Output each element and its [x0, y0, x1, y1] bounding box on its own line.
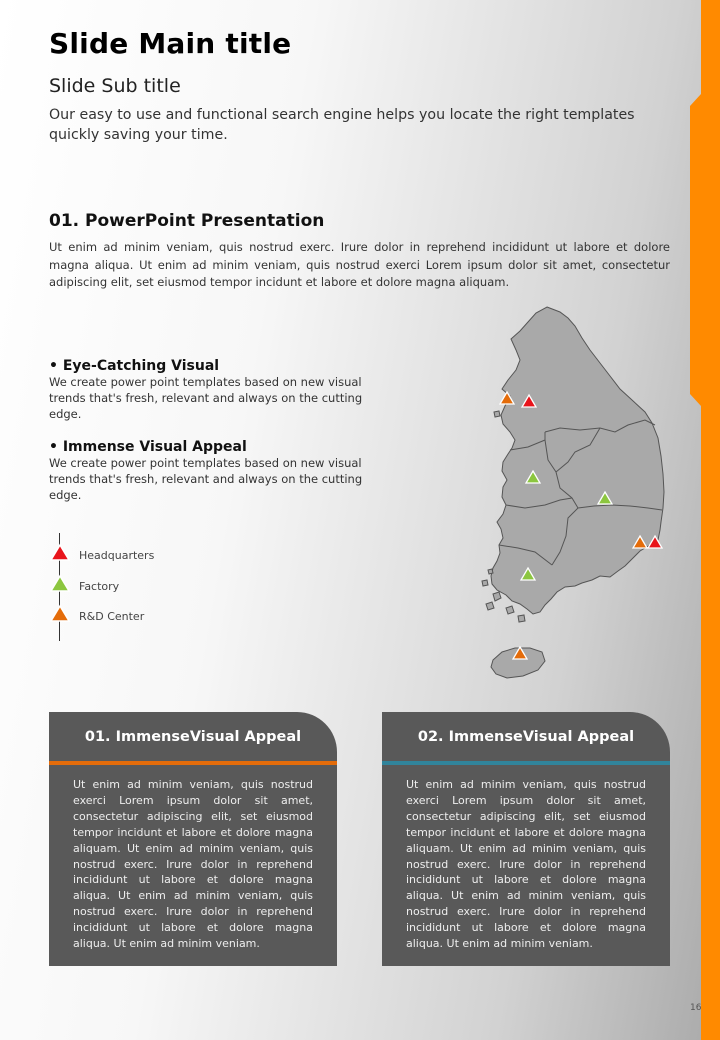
map-islet — [493, 592, 501, 601]
legend-label: Headquarters — [79, 549, 155, 562]
triangle-marker-icon — [49, 574, 71, 594]
bullet-eye-catching — [49, 358, 389, 422]
bullet-body: We create power point templates based on new visual trends that's fresh, relevant and always on the cutting edge. — [49, 375, 363, 421]
info-card-2 — [382, 712, 670, 966]
info-card-1 — [49, 712, 337, 966]
card-title: 01. ImmenseVisual Appeal — [84, 729, 302, 745]
triangle-marker-icon — [49, 543, 71, 563]
legend-label: R&D Center — [79, 610, 145, 623]
legend-label: Factory — [79, 580, 120, 593]
legend-item-headquarters — [40, 543, 240, 567]
map-islet — [518, 615, 525, 622]
triangle-marker-icon — [49, 604, 71, 624]
card-body: Ut enim ad minim veniam, quis nostrud exerci Lorem ipsum dolor sit amet, consectetur adipiscing elit, set eiusmod tempor incidunt et labore et dolore magna aliquam. Ut enim ad minim veniam, quis nostrud exerc. Irure dolor in reprehend incididunt ut labore et dolore magna aliqua. Ut enim ad minim veniam, quis nostrud exerc. Irure dolor in reprehend incididunt ut labore et dolore magna aliqua. Ut enim ad minim veniam. — [406, 778, 646, 951]
card-body: Ut enim ad minim veniam, quis nostrud exerci Lorem ipsum dolor sit amet, consectetur adipiscing elit, set eiusmod tempor incidunt et labore et dolore magna aliquam. Ut enim ad minim veniam, quis nostrud exerc. Irure dolor in reprehend incididunt ut labore et dolore magna aliqua. Ut enim ad minim veniam, quis nostrud exerc. Irure dolor in reprehend incididunt ut labore et dolore magna aliqua. Ut enim ad minim veniam. — [73, 778, 313, 951]
intro-text: Our easy to use and functional search engine helps you locate the right templates quickly saving your time. — [49, 107, 635, 143]
map-mainland — [491, 307, 664, 614]
section-body: Ut enim ad minim veniam, quis nostrud exerc. Irure dolor in reprehend incididunt ut labore et dolore magna aliqua. Ut enim ad minim veniam, quis nostrud exerci Lorem ipsum dolor sit amet, consectetur adipiscing elit, set eiusmod tempor incidunt et labore et dolore magna aliquam. — [49, 240, 670, 289]
side-accent-tab — [690, 0, 720, 1040]
section-heading: 01. PowerPoint Presentation — [49, 211, 325, 231]
legend-item-rd-center — [40, 604, 240, 628]
map-legend — [40, 533, 240, 643]
map-islet — [488, 569, 493, 574]
legend-item-factory — [40, 574, 240, 598]
bullet-title: • Immense Visual Appeal — [49, 439, 247, 455]
map-islet — [506, 606, 514, 614]
card-title: 02. ImmenseVisual Appeal — [417, 729, 635, 745]
bullet-immense-appeal — [49, 439, 389, 503]
page-number: 16 — [690, 1003, 702, 1013]
page-subtitle: Slide Sub title — [49, 75, 181, 97]
south-korea-map — [470, 300, 670, 690]
bullet-body: We create power point templates based on new visual trends that's fresh, relevant and always on the cutting edge. — [49, 456, 363, 502]
map-islet — [486, 602, 494, 610]
page-title: Slide Main title — [49, 27, 292, 60]
map-islet — [494, 411, 500, 417]
bullet-title: • Eye-Catching Visual — [49, 358, 220, 374]
map-islet — [482, 580, 488, 586]
